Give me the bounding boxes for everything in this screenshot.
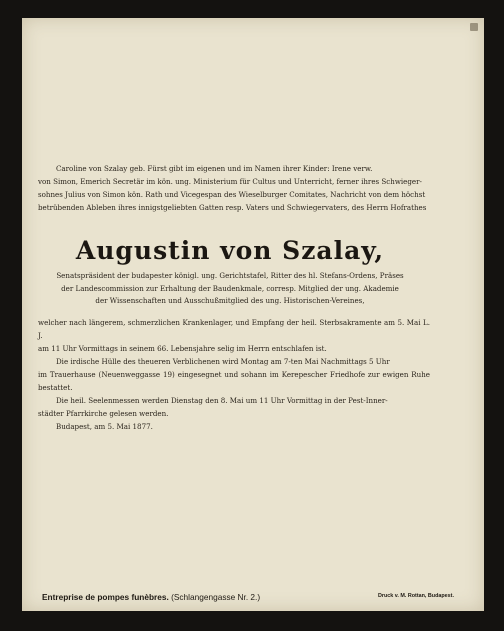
announcement-body bbox=[38, 316, 430, 433]
body-line-5: Die heil. Seelenmessen werden Dienstag den 8. Mai um 11 Uhr Vormittag in der Pest-Inner- bbox=[56, 396, 388, 405]
deceased-titles bbox=[40, 270, 420, 308]
lead-line-3: sohnes Julius von Simon kön. Rath und Vicegespan des Wieselburger Comitates, Nachricht von dem höchst bbox=[38, 190, 426, 199]
body-line-1: welcher nach längerem, schmerzlichen Krankenlager, und Empfang der heil. Sterbsakramente am 5. Mai L. J. bbox=[38, 318, 430, 340]
titles-line-3: der Wissenschaften und Ausschußmitglied des ung. Historischen-Vereines, bbox=[95, 296, 365, 305]
lead-line-2: von Simon, Emerich Secretär im kön. ung. Ministerium für Cultus und Unterricht, ferner ihres Schwieger- bbox=[38, 177, 422, 186]
undertaker-name: Entreprise de pompes funèbres. bbox=[42, 592, 169, 602]
undertaker-line bbox=[42, 592, 260, 602]
body-line-3: Die irdische Hülle des theueren Verblichenen wird Montag am 7-ten Mai Nachmittags 5 Uhr bbox=[56, 357, 390, 366]
place-date: Budapest, am 5. Mai 1877. bbox=[56, 422, 153, 431]
body-line-2: am 11 Uhr Vormittags in seinem 66. Lebensjahre selig im Herrn entschlafen ist. bbox=[38, 344, 327, 353]
body-line-6: städter Pfarrkirche gelesen werden. bbox=[38, 409, 169, 418]
titles-line-1: Senatspräsident der budapester königl. ung. Gerichtstafel, Ritter des hl. Stefans-Ordens, Präses bbox=[56, 271, 404, 280]
death-notice-sheet bbox=[22, 18, 484, 611]
lead-line-4: betrübenden Ableben ihres innigstgeliebten Gatten resp. Vaters und Schwiegervaters, des Herrn Hofrathes bbox=[38, 203, 427, 212]
announcement-lead bbox=[38, 162, 428, 214]
corner-mark bbox=[470, 23, 478, 31]
body-line-4: im Trauerhause (Neuenweggasse 19) eingesegnet und sohann im Kerepescher Friedhofe zur ewigen Ruhe bestattet. bbox=[38, 370, 430, 392]
lead-line-1: Caroline von Szalay geb. Fürst gibt im eigenen und im Namen ihrer Kinder: Irene verw. bbox=[56, 164, 373, 173]
undertaker-address: (Schlangengasse Nr. 2.) bbox=[171, 592, 261, 602]
titles-line-2: der Landescommission zur Erhaltung der Baudenkmale, corresp. Mitglied der ung. Akademie bbox=[61, 283, 399, 293]
printer-credit: Druck v. M. Rottan, Budapest. bbox=[378, 593, 454, 599]
deceased-name: Augustin von Szalay, bbox=[75, 236, 385, 265]
